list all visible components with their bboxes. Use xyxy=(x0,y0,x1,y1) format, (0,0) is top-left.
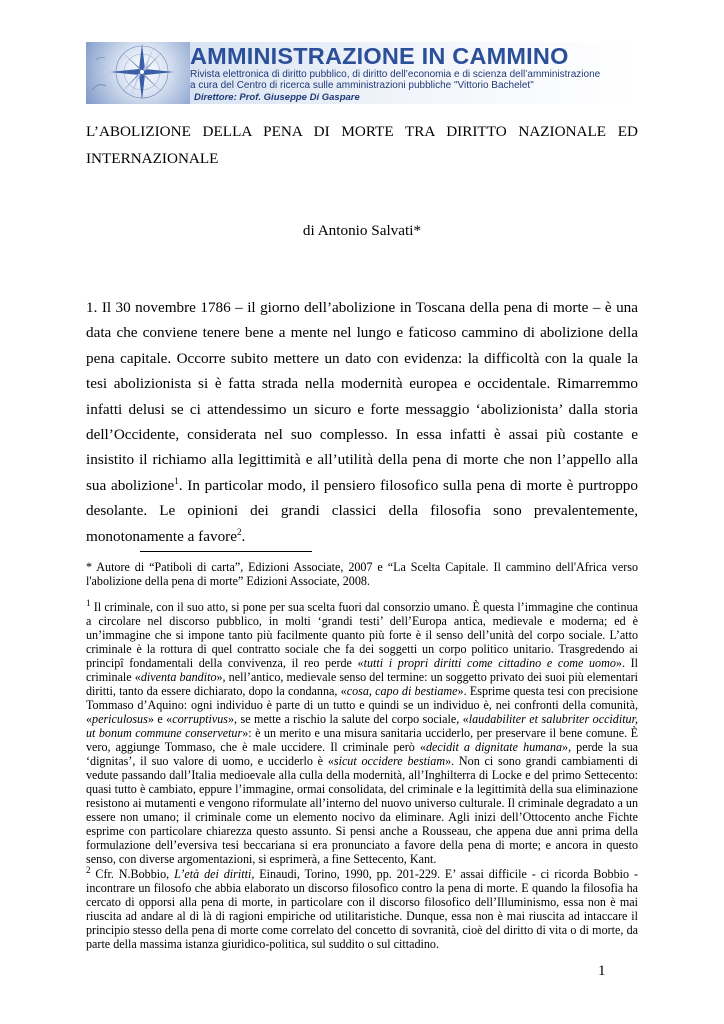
footnote-author: * Autore di “Patiboli di carta”, Edizioni Associate, 2007 e “La Scelta Capitale. Il cammino dell'Africa verso l'abolizione della pena di morte” Edizioni Associate, 2008. xyxy=(86,560,638,588)
body-text: 1. Il 30 novembre 1786 – il giorno dell’abolizione in Toscana della pena di morte – è una data che conviene tenere bene a mente nel lungo e faticoso cammino di abolizione della pena capitale. Occorre subito mettere un dato con evidenza: la difficoltà con la quale la tesi abolizionista si è fatta strada nella modernità europea e occidentale. Rimarremmo infatti delusi se ci attendessimo un sicuro e forte messaggio ‘abolizionista’ dalla storia dell’Occidente, considerata nel suo complesso. In essa infatti è assai più costante e insistito il richiamo alla legittimità e all’utilità della pena di morte che non l’appello alla sua abolizione xyxy=(86,299,638,494)
footnote-ref-2[interactable]: 2 xyxy=(236,526,242,537)
body-text: . In particolar modo, il pensiero filosofico sulla pena di morte è purtroppo desolante. Le opinioni dei grandi classici della filosofia sono prevalentemente, monotonamente a favore xyxy=(86,476,638,545)
compass-rose-logo-icon xyxy=(86,42,190,104)
footnote-text: », perde la sua ‘dignitas’, il suo valore di uomo, e ucciderlo è « xyxy=(86,740,638,768)
article-author: di Antonio Salvati* xyxy=(302,222,422,239)
footnote-quote: cosa, capo di bestiame xyxy=(346,684,458,698)
footnote-text: ». Il criminale « xyxy=(86,656,638,684)
footnote-quote: laudabiliter et salubriter occiditur, ut bonum commune conservetur xyxy=(86,712,638,740)
journal-masthead xyxy=(86,42,636,104)
footnote-quote: decidit a dignitate humana xyxy=(425,740,563,754)
footnote-text: , Einaudi, Torino, 1990, pp. 201-229. E’ assai difficile - ci ricorda Bobbio - incontrare un filosofo che abbia elaborato un discorso filosofico contro la pena di morte. E quando la filosofia ha cercato di opporsi alla pena di morte, in particolare con il discorso filosofico dell’Illuminismo, essa non è mai riuscita ad andare al di là di ragioni empiriche od utilitaristiche. Dunque, essa non è mai riuscita ad intaccare il principio stesso della pena di morte come correlato del concetto di sovranità, cioè del diritto di vita o di morte, da parte della massima istanza giuridico-politica, sul suddito o sul cittadino. xyxy=(86,867,638,951)
footnote-1 xyxy=(86,597,638,866)
footnote-text: ». Non ci sono grandi cambiamenti di vedute passando dall’Italia medioevale alla culla della modernità, all’Inghilterra di Locke e del primo Settecento: quasi tutto è cambiato, eppure l’immagine, ormai consolidata, del criminale e la legittimità della sua eliminazione resistono ai mutamenti e vengono riformulate all’interno del nuovo universo culturale. Il criminale degradato a un essere non umano; il criminale come un elemento nocivo da eliminare. Agli inizi dell’Ottocento anche Fichte esprime con particolare chiarezza questo assunto. Si pensi anche a Rousseau, che appena due anni prima della formulazione dell’eversiva tesi beccariana si era pronunciato a favore della pena di morte; e ancora in questo senso, con diverse argomentazioni, si esprimerà, a fine Settecento, Kant. xyxy=(86,754,638,866)
journal-director: Direttore: Prof. Giuseppe Di Gaspare xyxy=(194,92,360,103)
footnote-separator xyxy=(140,551,312,552)
footnote-number: 1 xyxy=(86,597,91,608)
article-title: L’ABOLIZIONE DELLA PENA DI MORTE TRA DIRITTO NAZIONALE ED INTERNAZIONALE xyxy=(86,123,638,167)
footnote-number: 2 xyxy=(86,864,91,875)
footnote-quote: periculosus xyxy=(92,712,148,726)
footnote-quote: diventa bandito xyxy=(140,670,217,684)
page-number: 1 xyxy=(598,963,606,979)
footnote-text: Il criminale, con il suo atto, si pone per sua scelta fuori dal consorzio umano. È questa l’immagine che continua a circolare nel discorso pubblico, in molti ‘grandi testi’ dell’Europa antica, medievale e moderna; ed è un’immagine che si impone tanto più facilmente quanto più forte è il senso dell’unità del corpo sociale. L’atto criminale è la rottura di quel contratto sociale che fa dei soggetti un corpo politico unitario. Trasgredendo ai principî fondamentali della convivenza, il reo perde « xyxy=(86,600,638,670)
footnote-quote: tutti i propri diritti come cittadino e come uomo xyxy=(363,656,616,670)
footnote-text: », se mette a rischio la salute del corpo sociale, « xyxy=(227,712,469,726)
footnote-ref-1[interactable]: 1 xyxy=(174,475,179,486)
body-text: . xyxy=(241,527,246,545)
journal-editor-line: a cura del Centro di ricerca sulle amministrazioni pubbliche "Vittorio Bachelet" xyxy=(190,80,534,91)
footnote-text: »: è un merito e una misura sanitaria ucciderlo, per preservare il bene comune. È vero, aggiunge Tommaso, che è male uccidere. Il criminale però « xyxy=(86,726,638,754)
footnote-2 xyxy=(86,864,638,951)
footnote-quote: corruptivus xyxy=(172,712,228,726)
journal-title: AMMINISTRAZIONE IN CAMMINO xyxy=(190,43,569,69)
footnote-quote: sicut occidere bestiam xyxy=(333,754,446,768)
footnote-text: », nell’antico, medievale senso del termine: un soggetto privato dei suoi più elementari diritti, tanto da essere dichiarato, dopo la condanna, « xyxy=(86,670,638,698)
body-paragraph xyxy=(86,295,638,549)
footnote-text: ». Esprime questa tesi con precisione Tommaso d’Aquino: ogni individuo è parte di un tutto e quindi se un individuo è, nei confronti della comunità, « xyxy=(86,684,638,726)
footnote-book-title: L’età dei diritti xyxy=(174,867,252,881)
journal-subtitle: Rivista elettronica di diritto pubblico, di diritto dell’economia e di scienza dell’amministrazione xyxy=(190,69,601,80)
footnote-text: » e « xyxy=(147,712,173,726)
footnote-text: Cfr. N.Bobbio, xyxy=(90,867,175,881)
